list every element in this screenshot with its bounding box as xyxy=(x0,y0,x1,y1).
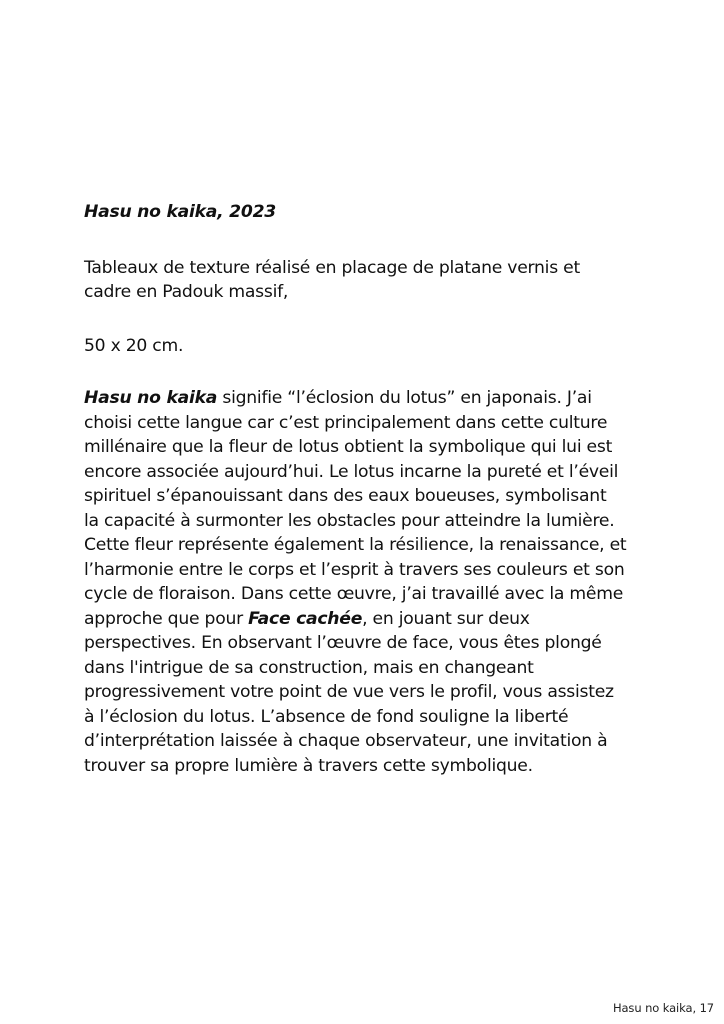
body-line: progressivement votre point de vue vers le profil, vous assistez xyxy=(84,682,614,702)
body-line: millénaire que la fleur de lotus obtient la symbolique qui lui est xyxy=(84,437,613,457)
body-line: d’interprétation laissée à chaque observateur, une invitation à xyxy=(84,731,608,751)
body-line: trouver sa propre lumière à travers cette symbolique. xyxy=(84,755,533,776)
body-line xyxy=(84,386,592,410)
body-line: encore associée aujourd’hui. Le lotus incarne la pureté et l’éveil xyxy=(84,461,619,482)
body-line: Cette fleur représente également la résilience, la renaissance, et xyxy=(84,535,627,555)
description-line: cadre en Padouk massif, xyxy=(84,282,289,302)
artwork-title: Hasu no kaika, 2023 xyxy=(84,202,277,222)
body-line: cycle de floraison. Dans cette œuvre, j’ai travaillé avec la même xyxy=(84,584,624,604)
description-line: Tableaux de texture réalisé en placage de platane vernis et xyxy=(84,258,580,278)
body-text: , en jouant sur deux xyxy=(362,608,530,629)
body-text: approche que pour xyxy=(84,608,249,629)
body-text: signifie “l’éclosion du lotus” en japonais. J’ai xyxy=(217,388,592,408)
body-line: à l’éclosion du lotus. L’absence de fond souligne la liberté xyxy=(84,706,569,727)
body-line: choisi cette langue car c’est principalement dans cette culture xyxy=(84,412,608,433)
artwork-title-emphasis: Hasu no kaika xyxy=(84,388,218,408)
artwork-dimensions: 50 x 20 cm. xyxy=(84,336,184,356)
body-line: perspectives. En observant l’œuvre de face, vous êtes plongé xyxy=(84,633,602,653)
body-line: spirituel s’épanouissant dans des eaux boueuses, symbolisant xyxy=(84,486,607,506)
body-line: dans l'intrigue de sa construction, mais en changeant xyxy=(84,657,534,678)
page-footer: Hasu no kaika, 17 xyxy=(612,1001,714,1015)
body-line: la capacité à surmonter les obstacles pour atteindre la lumière. xyxy=(84,510,615,531)
referenced-work-title: Face cachée xyxy=(248,608,363,629)
body-line xyxy=(84,607,530,631)
body-line: l’harmonie entre le corps et l’esprit à travers ses couleurs et son xyxy=(84,559,625,580)
